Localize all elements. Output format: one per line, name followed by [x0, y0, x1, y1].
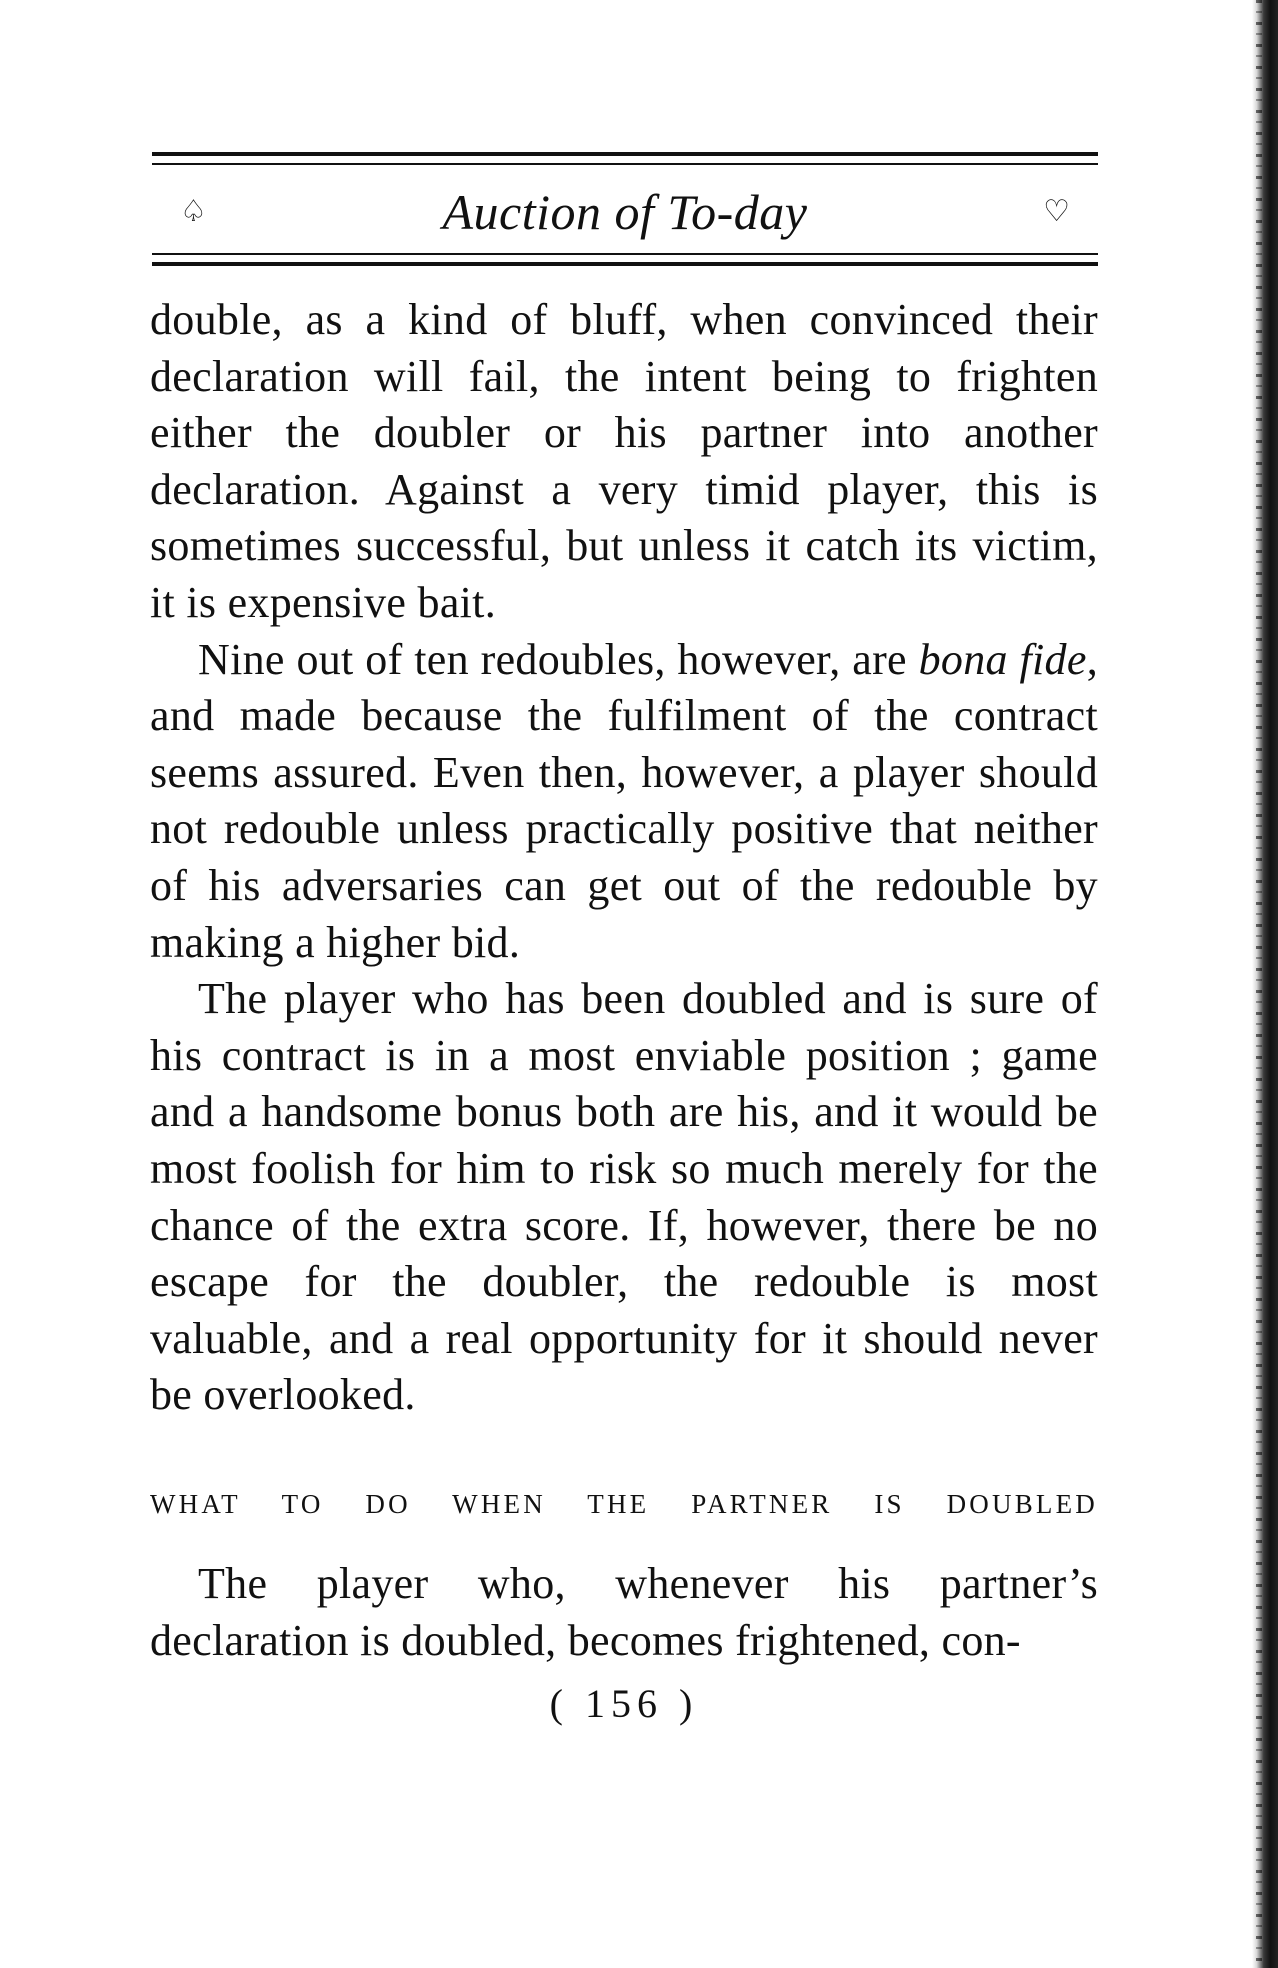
paragraph-3: The player who has been doubled and is sure of his contract is in a most enviable position ; game and a handsome bonus both are his, and it would be most foolish for him to risk so much merely for the chance of the extra score. If, however, there be no escape for the doubler, the redouble is most valuable, and a real opportunity for it should never be overlooked. [150, 974, 1098, 1420]
page-number: ( 156 ) [549, 1681, 699, 1726]
paragraph-2-start: Nine out of ten redoubles, however, are [198, 634, 919, 684]
section-text [150, 1556, 1098, 1669]
header-rule-bottom-thick [152, 262, 1098, 266]
header-rule-top-thick [152, 152, 1098, 156]
body-text [150, 292, 1098, 1424]
paragraph-2 [150, 632, 1098, 972]
section-paragraph-1: The player who, whenever his partner’s declaration is doubled, becomes frightened, con- [150, 1559, 1098, 1665]
paragraph-2-end: , and made because the fulfilment of the contract seems assured. Even then, however, a player should not redouble unless practically positive that neither of his adversaries can get out of the redouble by making a higher bid. [150, 634, 1099, 967]
spade-outline-icon: ♤ [180, 194, 207, 229]
running-title: Auction of To-day [442, 184, 808, 240]
paragraph-2-italic: bona fide [918, 634, 1087, 684]
running-head [152, 176, 1098, 248]
header-rule-bottom-thin [152, 253, 1098, 255]
heart-outline-icon: ♡ [1043, 194, 1070, 229]
binding-edge [1252, 0, 1278, 1968]
section-heading: WHAT TO DO WHEN THE PARTNER IS DOUBLED [150, 1489, 1098, 1519]
header-rule-top-thin [152, 163, 1098, 165]
paragraph-1: double, as a kind of bluff, when convinced their declaration will fail, the intent being to frighten either the doubler or his partner into another declaration. Against a very timid player, this is sometimes successful, but unless it catch its victim, it is expensive bait. [150, 295, 1098, 627]
